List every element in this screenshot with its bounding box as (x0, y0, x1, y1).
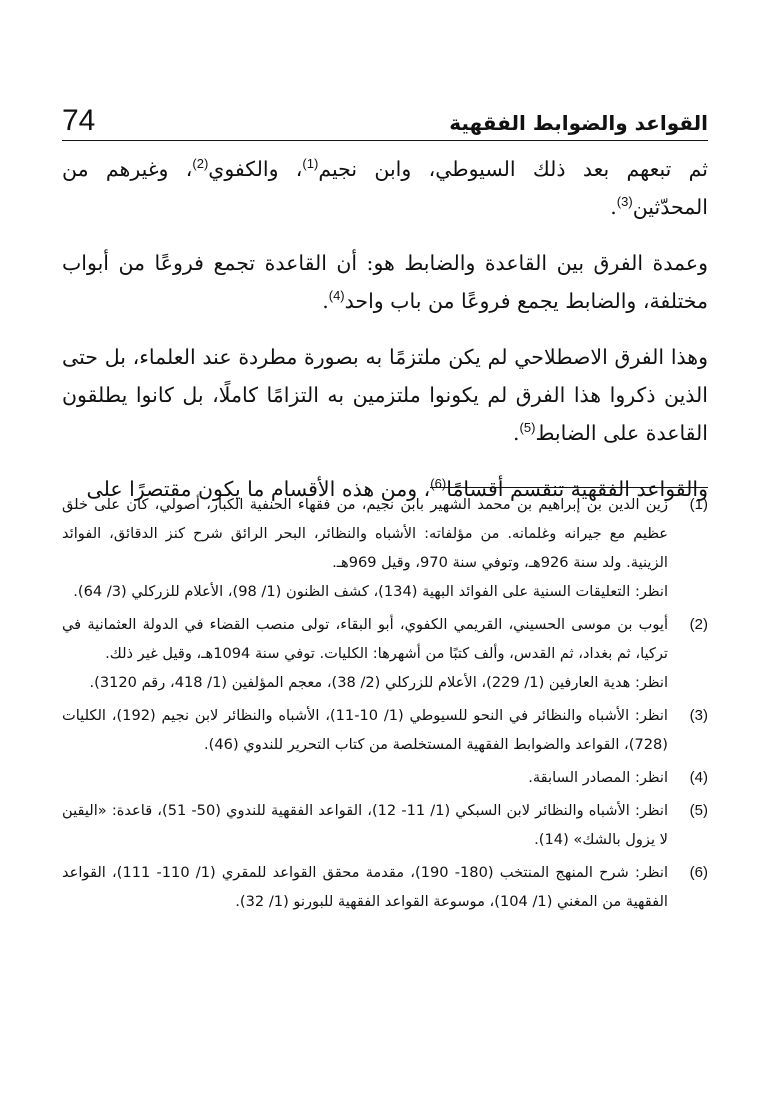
footnote-number: (1) (689, 496, 708, 513)
footnote-text: انظر: هدية العارفين (1/ 229)، الأعلام للزركلي (2/ 38)، معجم المؤلفين (1/ 418، رقم 3120). (89, 674, 668, 691)
footnote-1 (62, 490, 708, 606)
footnote-ref[interactable]: (1) (302, 156, 319, 172)
paragraph-text: . (512, 421, 520, 445)
footnote-text: انظر: التعليقات السنية على الفوائد البهية (134)، كشف الظنون (1/ 98)، الأعلام للزركلي (3/ 64). (73, 583, 668, 600)
paragraph-text: . (322, 289, 329, 313)
paragraph-text: ، ومن هذه الأقسام ما يكون مقتصرًا على (86, 477, 431, 501)
footnote-4 (62, 763, 708, 792)
paragraph-text: ، وغيرهم من المحدّثين (62, 157, 708, 219)
footnote-text: انظر: الأشباه والنظائر في النحو للسيوطي (1/ 10-11)، الأشباه والنظائر لابن نجيم (192)، الكليات (728)، القواعد والضوابط الفقهية المستخلصة من كتاب التحرير للندوي (46). (62, 707, 668, 753)
paragraph-text: . (610, 195, 617, 219)
page-number: 74 (62, 104, 96, 137)
footnote-ref[interactable]: (4) (328, 288, 345, 304)
paragraph-text: والقواعد الفقهية تنقسم أقسامًا (446, 477, 708, 501)
paragraph-1 (62, 150, 708, 226)
page-header (62, 98, 708, 138)
footnote-ref[interactable]: (5) (519, 420, 536, 436)
footnote-number: (5) (689, 802, 708, 819)
footnote-separator (430, 487, 708, 488)
paragraph-text: ، والكفوي (208, 157, 303, 181)
footnote-text: أيوب بن موسى الحسيني، القريمي الكفوي، أبو البقاء، تولى منصب القضاء في الدولة العثمانية في تركيا، ثم بغداد، ثم القدس، وألف كتبًا من أشهرها: الكليات. توفي سنة 1094هـ، وقيل غير ذلك. (62, 616, 668, 662)
footnote-number: (3) (689, 707, 708, 724)
header-rule (62, 140, 708, 141)
running-title: القواعد والضوابط الفقهية (449, 111, 708, 135)
footnote-5 (62, 796, 708, 854)
paragraph-text: وعمدة الفرق بين القاعدة والضابط هو: أن القاعدة تجمع فروعًا من أبواب مختلفة، والضابط يجمع فروعًا من باب واحد (62, 251, 708, 313)
main-text (62, 150, 708, 508)
footnote-2 (62, 610, 708, 697)
footnote-number: (2) (689, 616, 708, 633)
footnote-number: (4) (689, 769, 708, 786)
footnote-ref[interactable]: (2) (192, 156, 209, 172)
footnote-text: انظر: الأشباه والنظائر لابن السبكي (1/ 11- 12)، القواعد الفقهية للندوي (50- 51)، قاعدة: «اليقين لا يزول بالشك» (14). (62, 802, 669, 848)
footnote-6 (62, 858, 708, 916)
footnote-ref[interactable]: (6) (430, 476, 447, 492)
footnote-number: (6) (689, 864, 708, 881)
paragraph-3 (62, 338, 708, 452)
footnotes (62, 490, 708, 920)
footnote-ref[interactable]: (3) (616, 194, 633, 210)
footnote-3 (62, 701, 708, 759)
footnote-text: انظر: شرح المنهج المنتخب (180- 190)، مقدمة محقق القواعد للمقري (1/ 110- 111)، القواعد الفقهية من المغني (1/ 104)، موسوعة القواعد الفقهية للبورنو (1/ 32). (62, 864, 669, 910)
paragraph-text: وهذا الفرق الاصطلاحي لم يكن ملتزمًا به بصورة مطردة عند العلماء، بل حتى الذين ذكروا هذا الفرق لم يكونوا ملتزمين به التزامًا كاملًا، بل كانوا يطلقون القاعدة على الضابط (62, 345, 708, 445)
paragraph-2 (62, 244, 708, 320)
footnote-text: زين الدين بن إبراهيم بن محمد الشهير بابن نجيم، من فقهاء الحنفية الكبار، أصولي، كان على خلق عظيم مع جيرانه وغلمانه. من مؤلفاته: الأشباه والنظائر، البحر الرائق شرح كنز الدقائق، الفوائد الزينية. ولد سنة 926هـ، وتوفي سنة 970، وقيل 969هـ. (62, 496, 668, 571)
paragraph-text: ثم تبعهم بعد ذلك السيوطي، وابن نجيم (318, 157, 709, 181)
footnote-text: انظر: المصادر السابقة. (528, 769, 668, 786)
